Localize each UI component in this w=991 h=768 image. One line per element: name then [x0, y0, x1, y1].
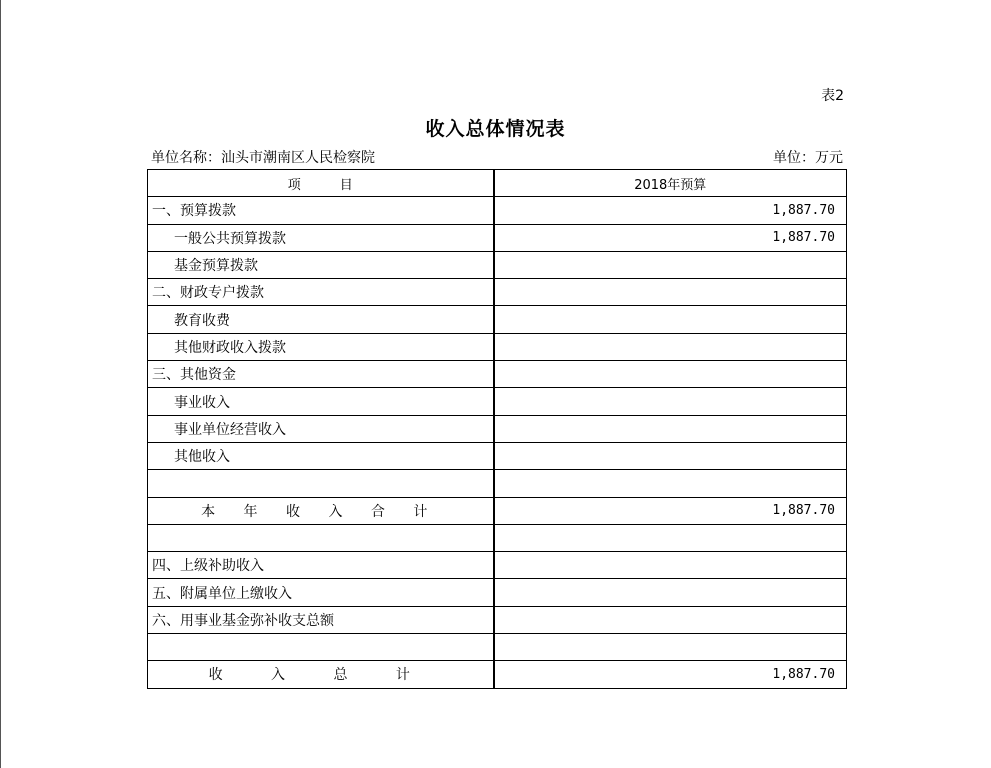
row-value	[494, 470, 847, 497]
subtotal-label: 本 年 收 入 合 计	[148, 497, 494, 524]
table-row	[148, 197, 847, 224]
table-row	[148, 388, 847, 415]
row-value	[494, 279, 847, 306]
table-row	[148, 361, 847, 388]
table-row	[148, 333, 847, 360]
row-value	[494, 552, 847, 579]
table-row	[148, 306, 847, 333]
table-header-row	[148, 170, 847, 197]
total-value: 1,887.70	[494, 661, 847, 688]
row-value	[494, 361, 847, 388]
row-value	[494, 634, 847, 661]
table-row	[148, 552, 847, 579]
row-value	[494, 579, 847, 606]
row-label	[148, 524, 494, 551]
row-value	[494, 606, 847, 633]
row-label: 六、用事业基金弥补收支总额	[148, 606, 494, 633]
table-row	[148, 224, 847, 251]
row-label	[148, 470, 494, 497]
currency-unit: 单位：万元	[773, 150, 843, 166]
header-budget-2018: 2018年预算	[494, 170, 847, 197]
row-value	[494, 333, 847, 360]
table-row	[148, 579, 847, 606]
subtotal-value: 1,887.70	[494, 497, 847, 524]
header-item: 项 目	[148, 170, 494, 197]
table-row-total	[148, 661, 847, 688]
row-label: 其他收入	[148, 442, 494, 469]
row-value	[494, 442, 847, 469]
row-label: 二、财政专户拨款	[148, 279, 494, 306]
row-value	[494, 251, 847, 278]
income-summary-table	[147, 169, 847, 689]
table-row	[148, 279, 847, 306]
total-label: 收 入 总 计	[148, 661, 494, 688]
row-label	[148, 634, 494, 661]
table-row-blank	[148, 470, 847, 497]
table-row-blank	[148, 524, 847, 551]
table-row	[148, 251, 847, 278]
row-value	[494, 524, 847, 551]
table-row-blank	[148, 634, 847, 661]
row-value: 1,887.70	[494, 197, 847, 224]
row-label: 事业收入	[148, 388, 494, 415]
row-label: 一、预算拨款	[148, 197, 494, 224]
row-label: 基金预算拨款	[148, 251, 494, 278]
row-value: 1,887.70	[494, 224, 847, 251]
row-label: 五、附属单位上缴收入	[148, 579, 494, 606]
table-number: 表2	[821, 88, 844, 104]
page-title: 收入总体情况表	[425, 118, 566, 140]
row-value	[494, 388, 847, 415]
table-row	[148, 606, 847, 633]
row-label: 其他财政收入拨款	[148, 333, 494, 360]
table-row	[148, 442, 847, 469]
row-value	[494, 415, 847, 442]
row-label: 一般公共预算拨款	[148, 224, 494, 251]
row-label: 事业单位经营收入	[148, 415, 494, 442]
row-label: 四、上级补助收入	[148, 552, 494, 579]
row-label: 三、其他资金	[148, 361, 494, 388]
unit-name: 单位名称：汕头市潮南区人民检察院	[151, 150, 375, 166]
row-value	[494, 306, 847, 333]
table-row	[148, 415, 847, 442]
table-row-subtotal	[148, 497, 847, 524]
row-label: 教育收费	[148, 306, 494, 333]
